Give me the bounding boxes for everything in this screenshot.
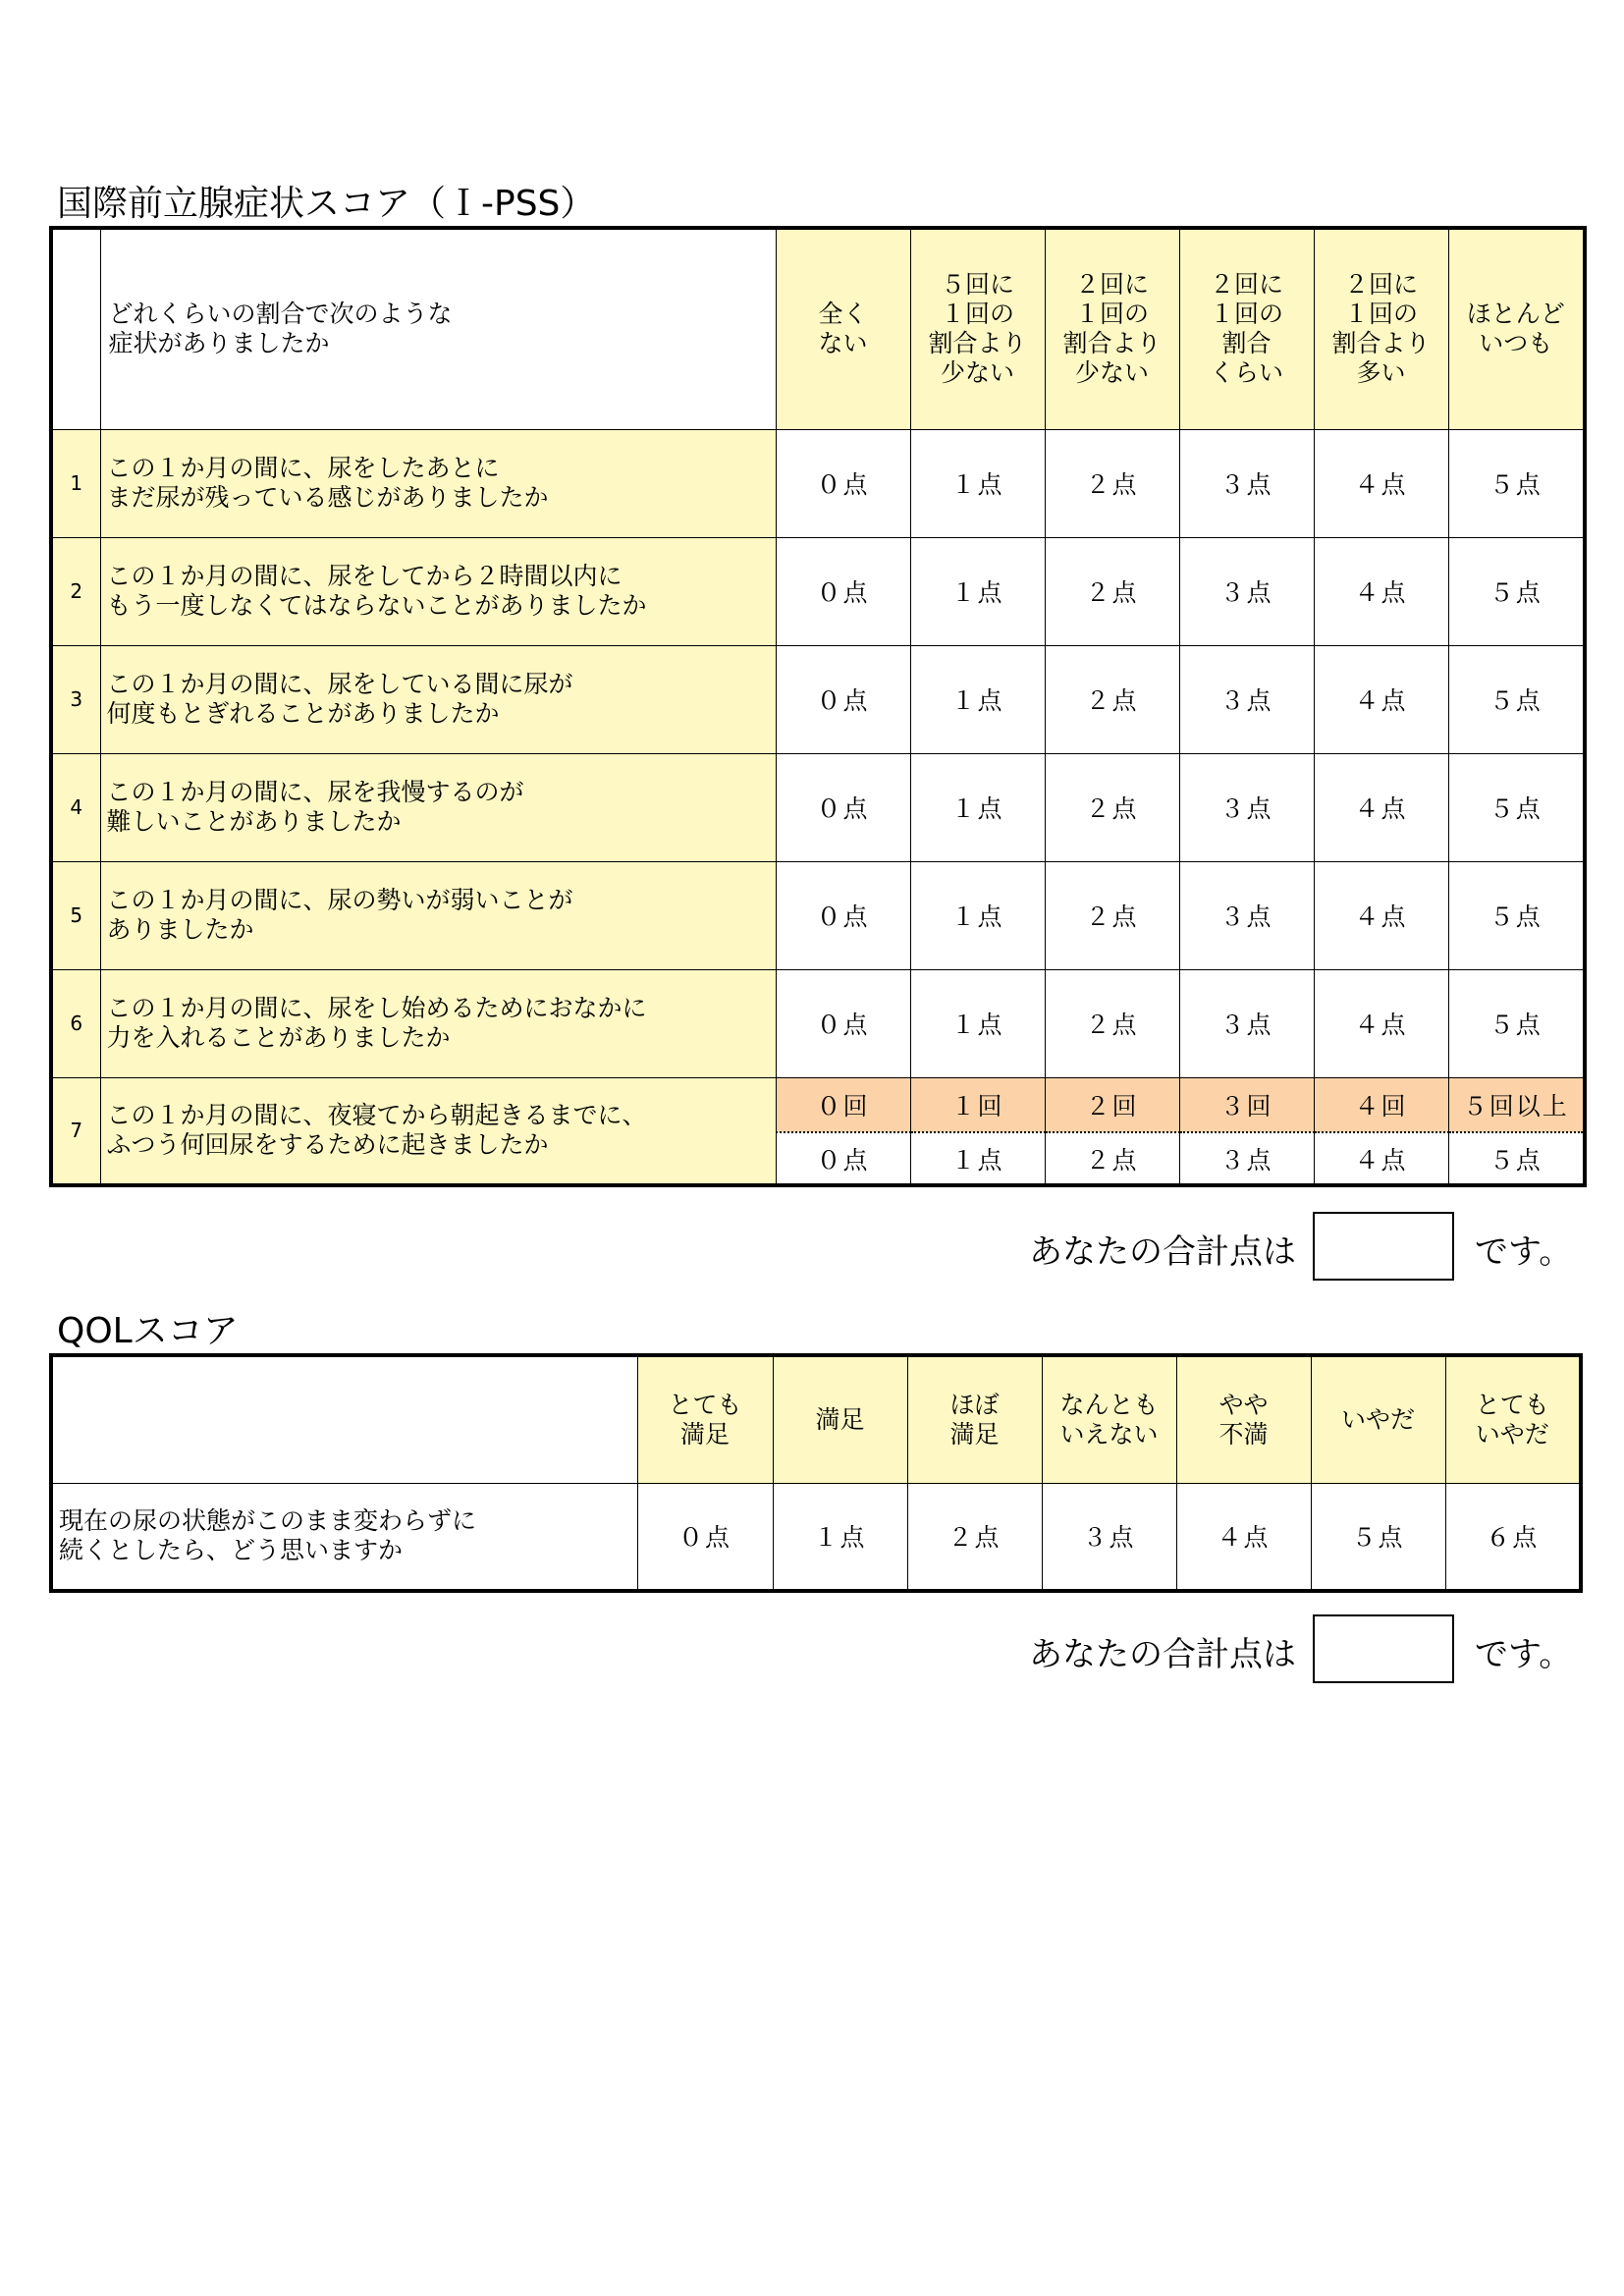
score-option[interactable]: ３点 [1179,753,1314,861]
question-number: 5 [51,861,100,969]
ipss-question-row [51,753,1585,861]
times-option: ２回 [1045,1077,1179,1132]
question-text: この１か月の間に、尿を我慢するのが 難しいことがありましたか [100,753,776,861]
score-option[interactable]: ０点 [776,753,910,861]
score-option[interactable]: ５点 [1448,753,1585,861]
ipss-q7-times-row [51,1077,1585,1132]
score-option[interactable]: ０点 [776,429,910,537]
score-option[interactable]: ０点 [776,537,910,645]
ipss-col-3: ２回に １回の 割合 くらい [1179,228,1314,429]
score-option[interactable]: ５点 [1448,861,1585,969]
question-text: この１か月の間に、尿をしている間に尿が 何度もとぎれることがありましたか [100,645,776,753]
qol-col-5: いやだ [1311,1355,1445,1483]
ipss-col-1: ５回に １回の 割合より 少ない [910,228,1045,429]
score-option[interactable]: ４点 [1314,645,1448,753]
ipss-question-header: どれくらいの割合で次のような 症状がありましたか [100,228,776,429]
question-text: この１か月の間に、尿をし始めるためにおなかに 力を入れることがありましたか [100,969,776,1077]
score-option[interactable]: ５点 [1448,429,1585,537]
score-option[interactable]: ３点 [1179,1132,1314,1185]
score-option[interactable]: ０点 [776,645,910,753]
score-option[interactable]: ３点 [1179,429,1314,537]
qol-col-3: なんとも いえない [1042,1355,1176,1483]
score-option[interactable]: ０点 [776,861,910,969]
score-option[interactable]: ０点 [776,1132,910,1185]
score-option[interactable]: ５点 [1448,1132,1585,1185]
question-number: 6 [51,969,100,1077]
qol-col-2: ほぼ 満足 [907,1355,1042,1483]
times-option: ４回 [1314,1077,1448,1132]
ipss-question-row [51,645,1585,753]
qol-title: QOLスコア [57,1311,239,1351]
times-option: １回 [910,1077,1045,1132]
score-option[interactable]: ２点 [907,1483,1042,1591]
qol-question-row [51,1483,1581,1591]
question-text: この１か月の間に、尿をしたあとに まだ尿が残っている感じがありましたか [100,429,776,537]
score-option[interactable]: １点 [910,537,1045,645]
qol-total-input[interactable] [1313,1614,1454,1683]
question-number: 2 [51,537,100,645]
score-option[interactable]: １点 [910,753,1045,861]
score-option[interactable]: ５点 [1448,537,1585,645]
ipss-question-row [51,861,1585,969]
ipss-corner-cell [51,228,100,429]
score-option[interactable]: ２点 [1045,645,1179,753]
score-option[interactable]: ４点 [1314,429,1448,537]
qol-col-4: やや 不満 [1176,1355,1311,1483]
question-number: 3 [51,645,100,753]
score-option[interactable]: ５点 [1448,645,1585,753]
score-option[interactable]: １点 [773,1483,907,1591]
qol-table [49,1353,1583,1593]
score-option[interactable]: ４点 [1314,969,1448,1077]
ipss-title: 国際前立腺症状スコア（Ｉ-PSS） [57,184,596,224]
score-option[interactable]: ２点 [1045,1132,1179,1185]
question-number: 7 [51,1077,100,1185]
score-option[interactable]: ４点 [1176,1483,1311,1591]
qol-col-1: 満足 [773,1355,907,1483]
score-option[interactable]: ５点 [1311,1483,1445,1591]
ipss-total-suffix: です。 [1475,1232,1573,1272]
ipss-header-row [51,228,1585,429]
score-option[interactable]: ２点 [1045,969,1179,1077]
qol-total-label: あなたの合計点は [1029,1635,1296,1674]
score-option[interactable]: ４点 [1314,753,1448,861]
score-option[interactable]: １点 [910,969,1045,1077]
score-option[interactable]: ３点 [1179,537,1314,645]
ipss-col-0: 全く ない [776,228,910,429]
ipss-question-row [51,969,1585,1077]
times-option: ３回 [1179,1077,1314,1132]
score-option[interactable]: ０点 [637,1483,773,1591]
ipss-total-input[interactable] [1313,1212,1454,1281]
qol-total-suffix: です。 [1475,1635,1573,1674]
ipss-col-2: ２回に １回の 割合より 少ない [1045,228,1179,429]
score-option[interactable]: ２点 [1045,429,1179,537]
ipss-table [49,226,1587,1187]
ipss-total-label: あなたの合計点は [1029,1232,1296,1272]
score-option[interactable]: １点 [910,1132,1045,1185]
question-number: 4 [51,753,100,861]
score-option[interactable]: ２点 [1045,753,1179,861]
score-option[interactable]: １点 [910,861,1045,969]
question-text: この１か月の間に、尿の勢いが弱いことが ありましたか [100,861,776,969]
qol-corner-cell [51,1355,637,1483]
ipss-question-row [51,429,1585,537]
qol-question-text: 現在の尿の状態がこのまま変わらずに 続くとしたら、どう思いますか [51,1483,637,1591]
question-text: この１か月の間に、尿をしてから２時間以内に もう一度しなくてはならないことがありましたか [100,537,776,645]
score-option[interactable]: ４点 [1314,1132,1448,1185]
score-option[interactable]: ５点 [1448,969,1585,1077]
question-number: 1 [51,429,100,537]
qol-col-6: とても いやだ [1445,1355,1581,1483]
score-option[interactable]: ３点 [1179,861,1314,969]
score-option[interactable]: ０点 [776,969,910,1077]
score-option[interactable]: ２点 [1045,537,1179,645]
score-option[interactable]: １点 [910,645,1045,753]
ipss-col-4: ２回に １回の 割合より 多い [1314,228,1448,429]
times-option: ５回以上 [1448,1077,1585,1132]
score-option[interactable]: ３点 [1179,645,1314,753]
question-text: この１か月の間に、夜寝てから朝起きるまでに、 ふつう何回尿をするために起きましたか [100,1077,776,1185]
ipss-col-5: ほとんど いつも [1448,228,1585,429]
score-option[interactable]: ３点 [1042,1483,1176,1591]
score-option[interactable]: ４点 [1314,861,1448,969]
score-option[interactable]: ４点 [1314,537,1448,645]
score-option[interactable]: ２点 [1045,861,1179,969]
score-option[interactable]: ６点 [1445,1483,1581,1591]
qol-col-0: とても 満足 [637,1355,773,1483]
times-option: ０回 [776,1077,910,1132]
score-option[interactable]: ３点 [1179,969,1314,1077]
score-option[interactable]: １点 [910,429,1045,537]
qol-header-row [51,1355,1581,1483]
ipss-question-row [51,537,1585,645]
